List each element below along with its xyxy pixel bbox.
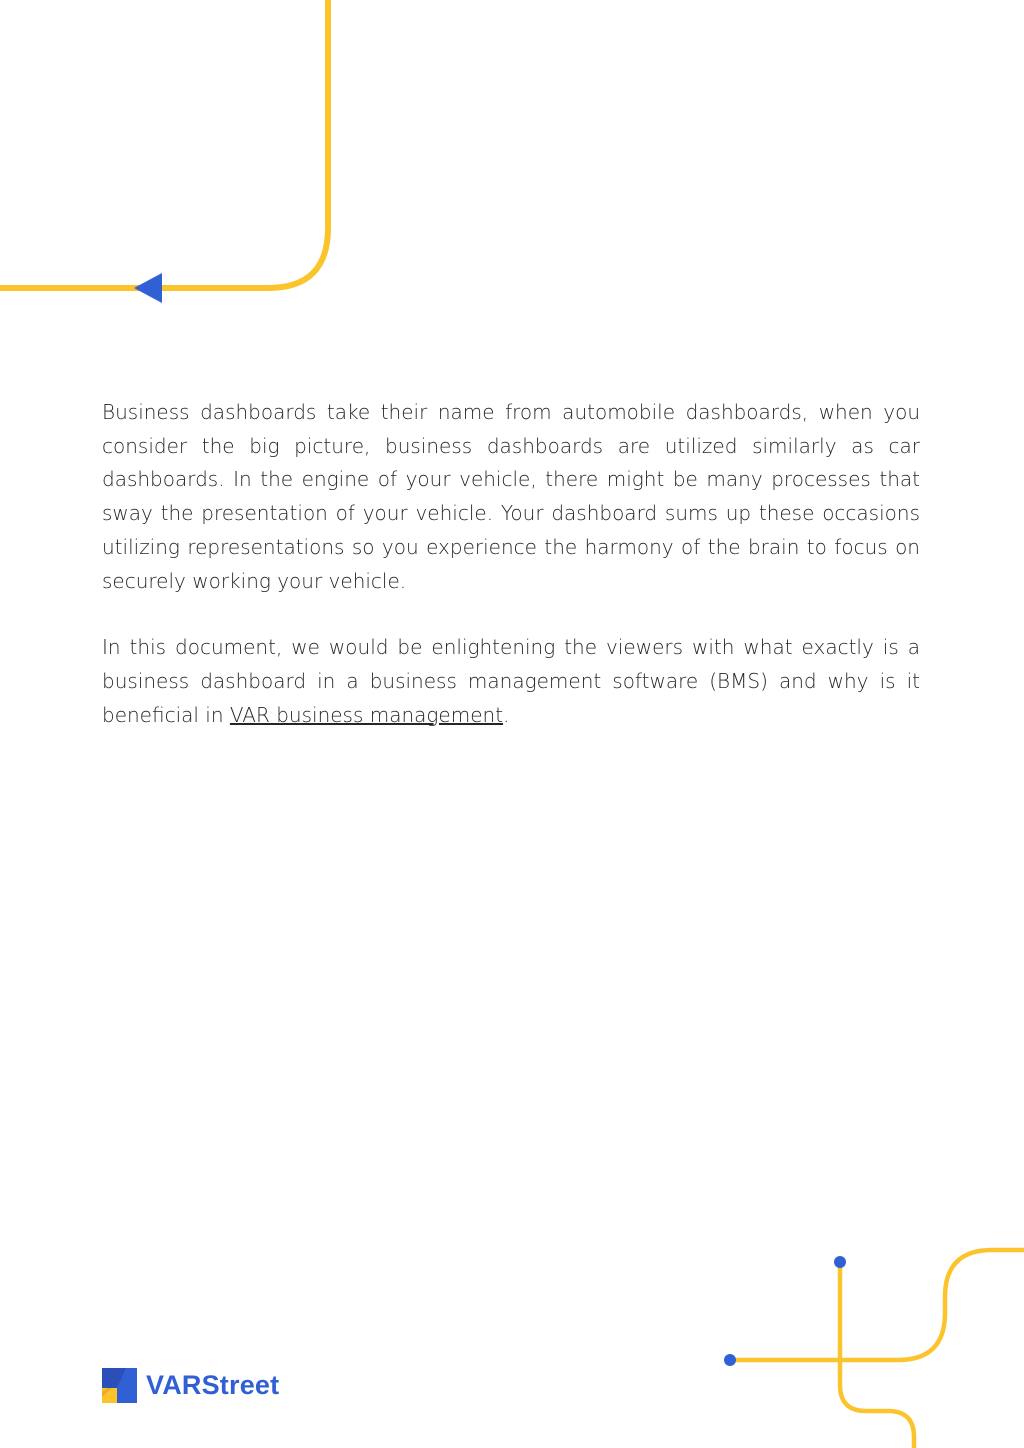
document-body bbox=[102, 396, 920, 765]
left-arrow-icon bbox=[134, 273, 162, 303]
paragraph-text: In this document, we would be enlightening the viewers with what exactly is a business dashboard in a business management software (BMS) and why is it beneficial in bbox=[102, 635, 920, 727]
top-connector-line bbox=[0, 0, 328, 288]
varstreet-logo bbox=[102, 1367, 279, 1403]
paragraph-end: . bbox=[503, 702, 510, 727]
connector-dot-left bbox=[724, 1354, 736, 1366]
logo-wordmark: VARStreet bbox=[146, 1369, 280, 1400]
connector-dot-top bbox=[834, 1256, 846, 1268]
bottom-connector-line-vertical bbox=[840, 1262, 914, 1448]
var-business-management-link[interactable]: VAR business management bbox=[229, 702, 504, 727]
paragraph-intro: Business dashboards take their name from automobile dashboards, when you consider the big picture, business dashboards are utilized similarly as car dashboards. In the engine of your vehicle, there might be many processes that sway the presentation of your vehicle. Your dashboard sums up these occasions utilizing representations so you experience the harmony of the brain to focus on securely working your vehicle. bbox=[102, 400, 920, 593]
bottom-connector-line-horizontal bbox=[730, 1250, 1024, 1360]
paragraph-document-purpose bbox=[102, 631, 920, 732]
varstreet-logo-icon bbox=[102, 1368, 137, 1403]
